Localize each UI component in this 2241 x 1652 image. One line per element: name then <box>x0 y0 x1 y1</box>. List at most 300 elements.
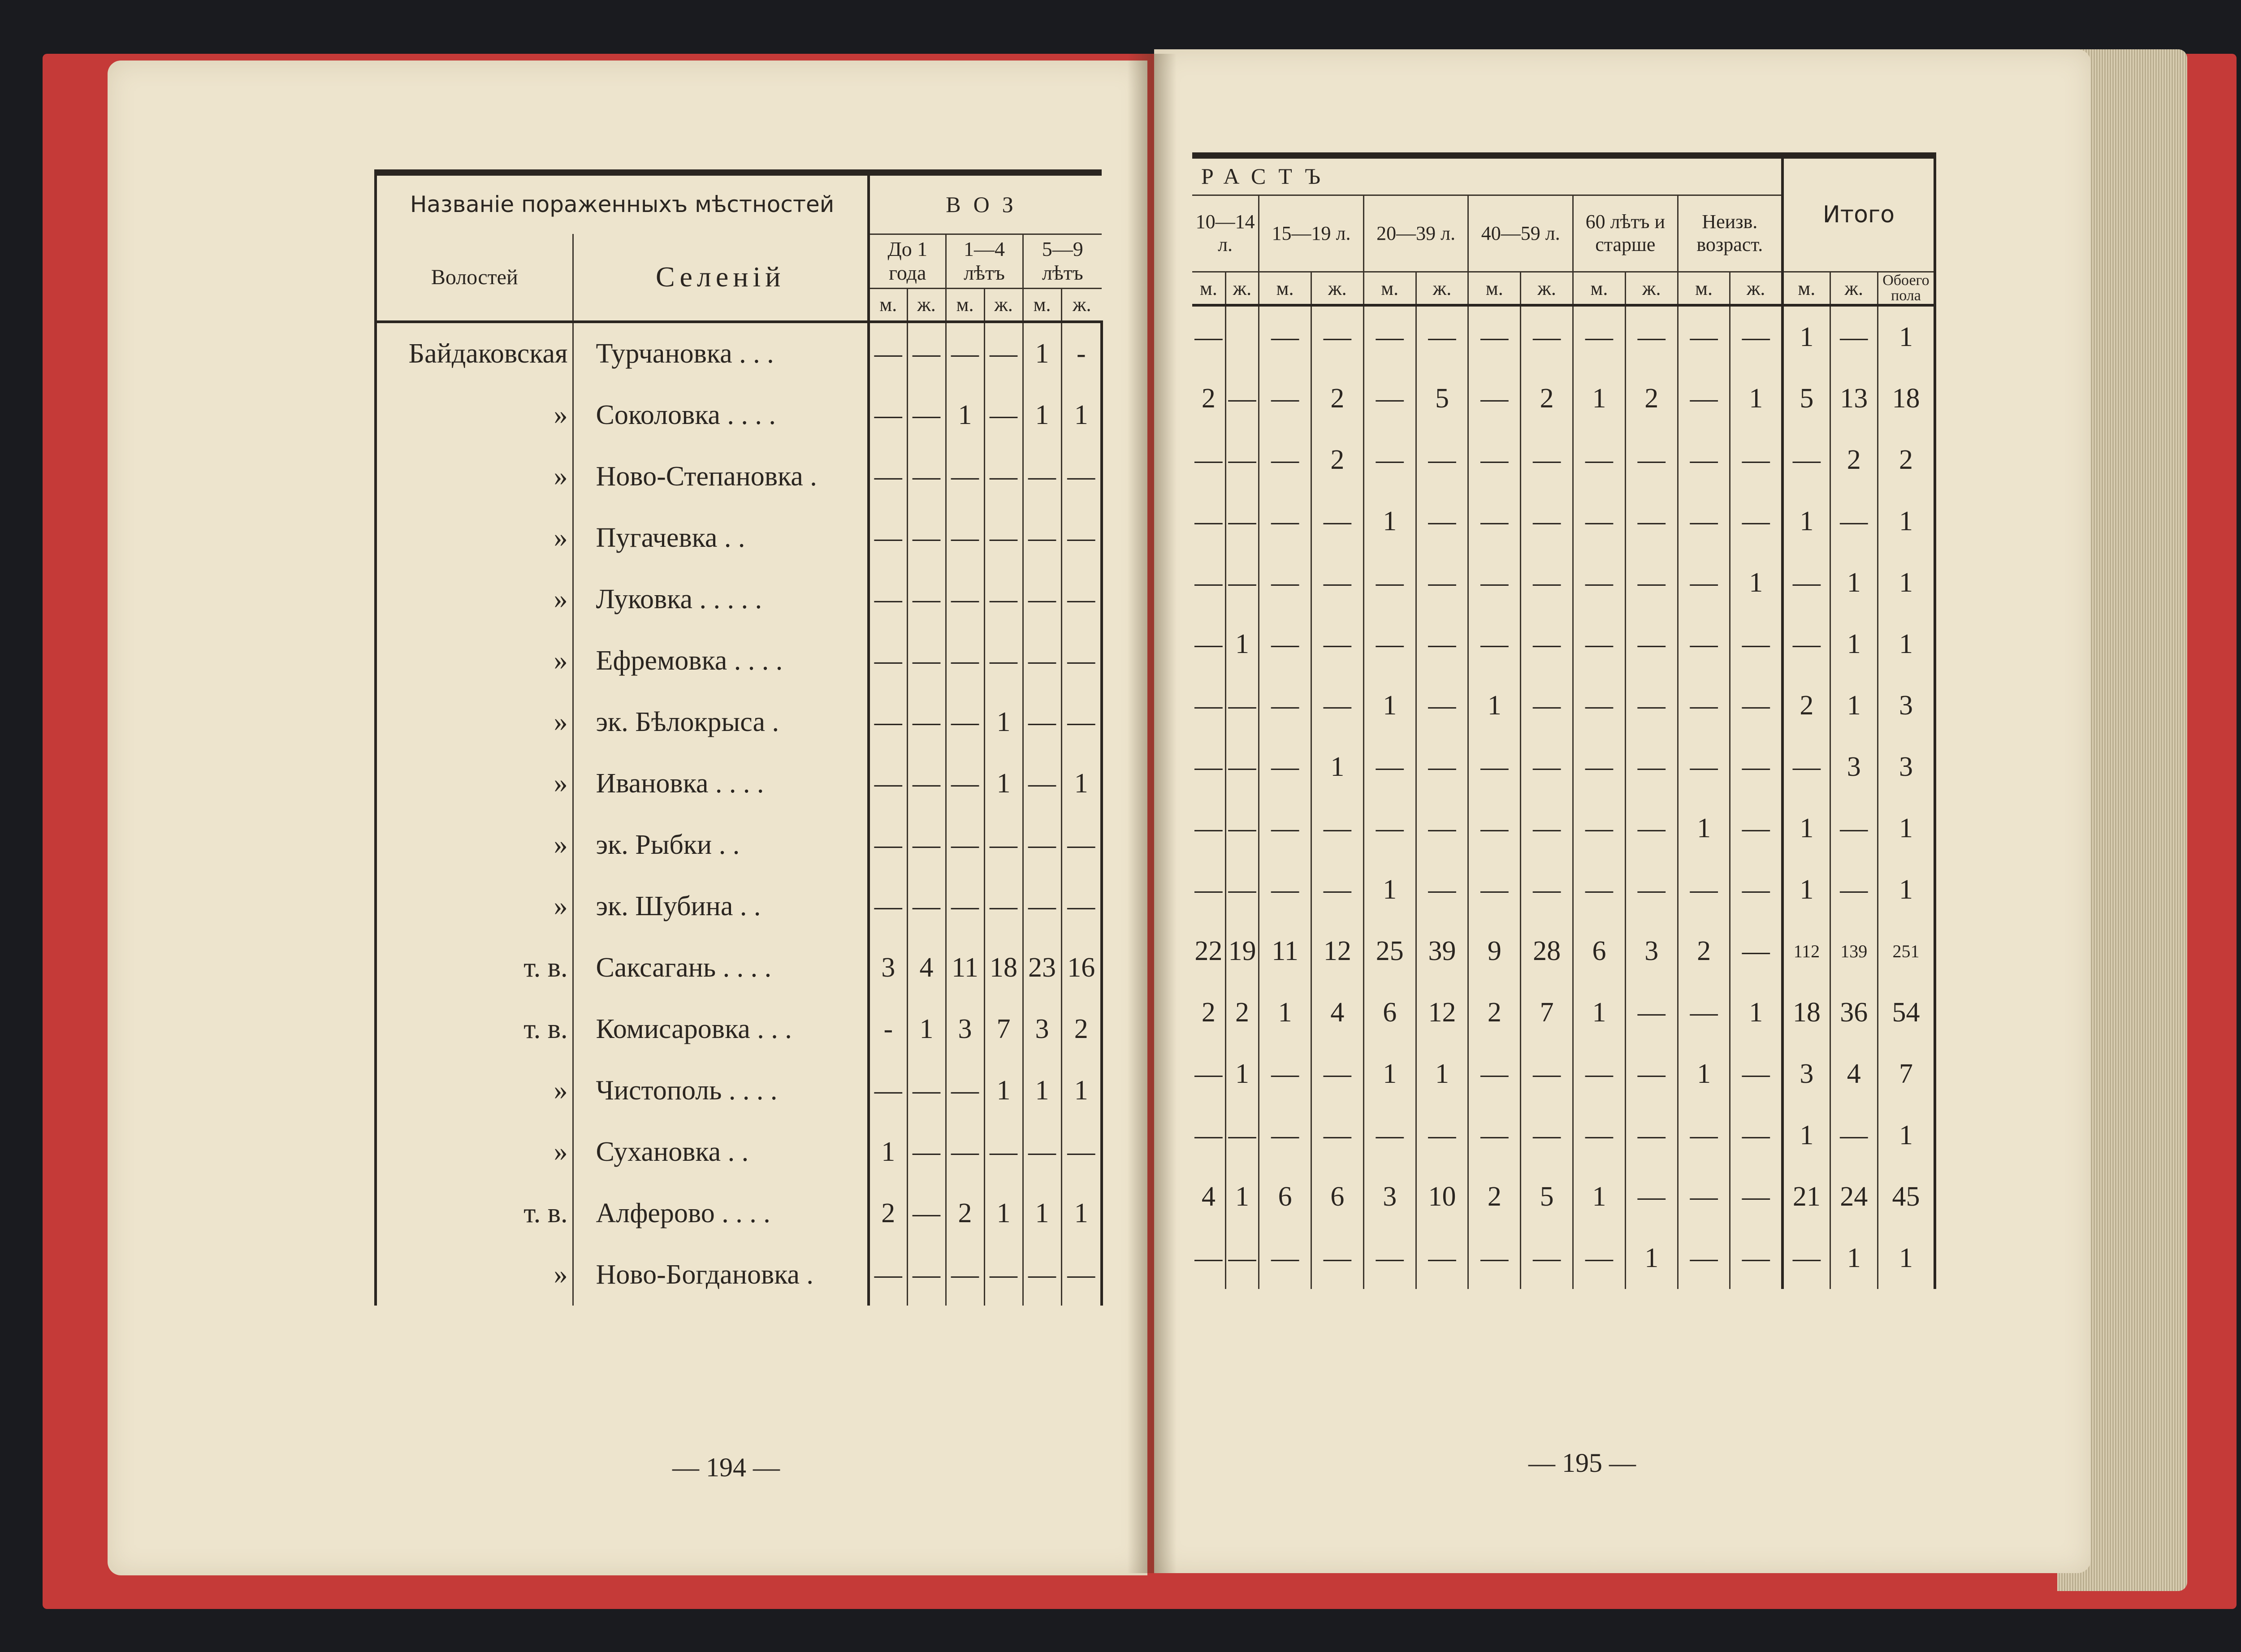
value-cell: — <box>1061 1121 1102 1183</box>
value-cell: — <box>1416 1105 1468 1166</box>
age-2: 5—9 лѣтъ <box>1023 234 1102 288</box>
value-cell: — <box>907 876 946 937</box>
value-cell: — <box>1573 859 1626 921</box>
value-cell: 1 <box>1573 368 1626 429</box>
value-cell: — <box>1194 1120 1223 1150</box>
value-cell: 1 <box>1416 1043 1468 1105</box>
value-cell: 10 <box>1416 1166 1468 1228</box>
value-cell: — <box>1061 692 1102 753</box>
value-cell: 1 <box>946 385 984 446</box>
sex-m: м. <box>1678 272 1730 306</box>
value-cell: 1 <box>1573 982 1626 1043</box>
sex-m: м. <box>1259 272 1311 306</box>
value-cell: — <box>1023 446 1061 507</box>
total-cell: 1 <box>1878 552 1935 614</box>
value-cell: — <box>1225 552 1259 614</box>
value-cell: — <box>1194 874 1223 905</box>
table-row <box>1192 552 1935 614</box>
total-cell: 21 <box>1782 1166 1830 1228</box>
value-cell: — <box>1416 491 1468 552</box>
value-cell: — <box>1363 736 1416 798</box>
value-cell: — <box>1416 552 1468 614</box>
value-cell <box>1225 305 1259 368</box>
value-cell: 1 <box>1363 675 1416 736</box>
book-gutter <box>1127 54 1177 1573</box>
village-cell: Чистополь . . . . <box>573 1060 869 1121</box>
value-cell: — <box>1363 429 1416 491</box>
value-cell: — <box>946 692 984 753</box>
value-cell: — <box>1468 1228 1521 1289</box>
table-row <box>376 569 1102 630</box>
village-cell: Ново-Степановка . <box>573 446 869 507</box>
value-cell: 6 <box>1573 921 1626 982</box>
value-cell: — <box>1061 507 1102 569</box>
total-cell: 1 <box>1878 305 1935 368</box>
table-row <box>1192 1166 1935 1228</box>
value-cell: — <box>1311 675 1363 736</box>
value-cell: 3 <box>1625 921 1678 982</box>
value-cell: — <box>1194 445 1223 475</box>
value-cell: — <box>946 753 984 814</box>
sel-label: Селеній <box>573 234 869 322</box>
total-cell: 1 <box>1830 675 1878 736</box>
value-cell: — <box>1573 798 1626 859</box>
value-cell: — <box>1521 1043 1573 1105</box>
value-cell: — <box>1225 798 1259 859</box>
value-cell: 1 <box>1363 491 1416 552</box>
value-cell: 6 <box>1259 1166 1311 1228</box>
value-cell: 1 <box>1061 753 1102 814</box>
value-cell: — <box>1468 798 1521 859</box>
value-cell: 39 <box>1416 921 1468 982</box>
value-cell: — <box>1023 876 1061 937</box>
value-cell: 1 <box>1259 982 1311 1043</box>
value-cell: — <box>1625 1105 1678 1166</box>
total-cell: 1 <box>1782 859 1830 921</box>
value-cell: — <box>869 814 907 876</box>
value-cell: 1 <box>869 1121 907 1183</box>
volost-cell: » <box>376 1244 573 1306</box>
value-cell: — <box>1573 1228 1626 1289</box>
value-cell: 1 <box>984 1060 1023 1121</box>
left-table <box>374 169 1103 1306</box>
value-cell: 1 <box>984 753 1023 814</box>
value-cell: — <box>1416 305 1468 368</box>
table-row <box>1192 368 1935 429</box>
volost-cell: » <box>376 507 573 569</box>
value-cell: — <box>1259 552 1311 614</box>
value-cell: — <box>946 1244 984 1306</box>
sex-m: м. <box>946 288 984 322</box>
value-cell: — <box>1225 859 1259 921</box>
value-cell: — <box>1521 859 1573 921</box>
value-cell: — <box>1468 368 1521 429</box>
table-row <box>1192 675 1935 736</box>
value-cell: — <box>1023 1121 1061 1183</box>
value-cell: — <box>1416 736 1468 798</box>
volost-cell: » <box>376 385 573 446</box>
total-cell: — <box>1782 552 1830 614</box>
value-cell: — <box>1730 1105 1782 1166</box>
value-cell: — <box>1625 614 1678 675</box>
total-cell: 3 <box>1878 675 1935 736</box>
value-cell: — <box>907 630 946 692</box>
volost-cell: » <box>376 569 573 630</box>
value-cell: — <box>1061 446 1102 507</box>
value-cell: — <box>907 692 946 753</box>
value-cell: — <box>1259 305 1311 368</box>
sex-zh: ж. <box>1416 272 1468 306</box>
village-cell: Луковка . . . . . <box>573 569 869 630</box>
total-cell: 4 <box>1830 1043 1878 1105</box>
value-cell: — <box>1225 368 1259 429</box>
value-cell: — <box>984 1244 1023 1306</box>
village-cell: Ефремовка . . . . <box>573 630 869 692</box>
table-row <box>376 692 1102 753</box>
sex-zh: ж. <box>984 288 1023 322</box>
sex-zh: ж. <box>1521 272 1573 306</box>
value-cell: — <box>1416 798 1468 859</box>
value-cell: — <box>1521 675 1573 736</box>
table-row <box>376 876 1102 937</box>
value-cell: — <box>1259 798 1311 859</box>
value-cell: — <box>1468 1043 1521 1105</box>
value-cell: 3 <box>1363 1166 1416 1228</box>
value-cell: — <box>1468 491 1521 552</box>
total-cell: 13 <box>1830 368 1878 429</box>
value-cell: — <box>1061 1244 1102 1306</box>
value-cell: 1 <box>1023 322 1061 385</box>
village-cell: Алферово . . . . <box>573 1183 869 1244</box>
value-cell: — <box>1416 614 1468 675</box>
itogo-heading: Итого <box>1782 156 1935 272</box>
table-row <box>376 630 1102 692</box>
value-cell: 3 <box>946 999 984 1060</box>
table-row <box>1192 798 1935 859</box>
value-cell: 1 <box>907 999 946 1060</box>
value-cell: 22 <box>1194 936 1223 966</box>
value-cell: — <box>907 507 946 569</box>
value-cell: 1 <box>1023 1183 1061 1244</box>
value-cell: — <box>946 1121 984 1183</box>
total-cell: 139 <box>1830 921 1878 982</box>
table-row <box>376 937 1102 999</box>
volost-cell: » <box>376 753 573 814</box>
value-cell: — <box>1625 798 1678 859</box>
value-cell: — <box>1573 675 1626 736</box>
table-row <box>376 753 1102 814</box>
value-cell: — <box>1625 491 1678 552</box>
value-cell: — <box>1678 368 1730 429</box>
value-cell: 1 <box>1061 1183 1102 1244</box>
value-cell: — <box>1311 1043 1363 1105</box>
table-row <box>1192 1105 1935 1166</box>
value-cell: — <box>1730 491 1782 552</box>
sex-m: м. <box>1192 272 1225 306</box>
value-cell: — <box>1468 429 1521 491</box>
table-row <box>376 1060 1102 1121</box>
volost-cell: » <box>376 692 573 753</box>
village-cell: эк. Бѣлокрыса . <box>573 692 869 753</box>
value-cell: — <box>1573 552 1626 614</box>
value-cell: 2 <box>1468 982 1521 1043</box>
sex-m: м. <box>1573 272 1626 306</box>
value-cell: — <box>1225 491 1259 552</box>
value-cell: 2 <box>1061 999 1102 1060</box>
value-cell: — <box>1225 736 1259 798</box>
total-cell: 2 <box>1878 429 1935 491</box>
table-row <box>1192 859 1935 921</box>
total-cell: — <box>1782 1228 1830 1289</box>
value-cell: — <box>907 446 946 507</box>
value-cell: 1 <box>1678 1043 1730 1105</box>
value-cell: 1 <box>1625 1228 1678 1289</box>
value-cell: — <box>1678 736 1730 798</box>
volost-cell: т. в. <box>376 999 573 1060</box>
total-cell: 2 <box>1782 675 1830 736</box>
value-cell: — <box>1468 614 1521 675</box>
table-row <box>376 999 1102 1060</box>
value-cell: — <box>907 1183 946 1244</box>
age-40-59: 40—59 л. <box>1468 195 1573 272</box>
value-cell: — <box>984 814 1023 876</box>
village-cell: Комисаровка . . . <box>573 999 869 1060</box>
value-cell: — <box>1311 798 1363 859</box>
value-cell: — <box>984 385 1023 446</box>
value-cell: 18 <box>984 937 1023 999</box>
table-row <box>376 814 1102 876</box>
value-cell: — <box>1625 552 1678 614</box>
value-cell: — <box>869 569 907 630</box>
value-cell: — <box>1573 429 1626 491</box>
total-cell: — <box>1830 491 1878 552</box>
right-page-number: — 195 — <box>1528 1448 1636 1478</box>
value-cell: — <box>1730 305 1782 368</box>
value-cell: — <box>1678 491 1730 552</box>
volost-cell: » <box>376 814 573 876</box>
value-cell: — <box>869 753 907 814</box>
value-cell: — <box>946 507 984 569</box>
value-cell: — <box>1625 982 1678 1043</box>
value-cell: — <box>907 814 946 876</box>
value-cell: — <box>1225 1228 1259 1289</box>
value-cell: — <box>1730 614 1782 675</box>
value-cell: — <box>1416 429 1468 491</box>
value-cell: — <box>907 385 946 446</box>
value-cell: — <box>984 1121 1023 1183</box>
value-cell: — <box>946 569 984 630</box>
value-cell: — <box>1678 305 1730 368</box>
value-cell: 1 <box>1225 1166 1259 1228</box>
table-row <box>376 446 1102 507</box>
value-cell: — <box>1023 692 1061 753</box>
value-cell: 2 <box>1678 921 1730 982</box>
total-cell: 7 <box>1878 1043 1935 1105</box>
value-cell: 4 <box>907 937 946 999</box>
value-cell: — <box>1678 859 1730 921</box>
value-cell: — <box>1023 1244 1061 1306</box>
value-cell: 2 <box>1201 383 1216 414</box>
value-cell: 7 <box>984 999 1023 1060</box>
value-cell: — <box>1521 429 1573 491</box>
value-cell: — <box>869 1060 907 1121</box>
value-cell: — <box>1678 982 1730 1043</box>
value-cell: — <box>1363 552 1416 614</box>
value-cell: — <box>869 876 907 937</box>
total-cell: — <box>1782 736 1830 798</box>
table-row <box>1192 429 1935 491</box>
value-cell: — <box>1416 675 1468 736</box>
table-row <box>376 1121 1102 1183</box>
total-cell: 5 <box>1782 368 1830 429</box>
value-cell: — <box>1521 552 1573 614</box>
value-cell: — <box>869 507 907 569</box>
table-row <box>1192 982 1935 1043</box>
value-cell: 3 <box>869 937 907 999</box>
value-cell: 9 <box>1468 921 1521 982</box>
total-cell: 18 <box>1878 368 1935 429</box>
value-cell: 5 <box>1521 1166 1573 1228</box>
value-cell: — <box>1194 1243 1223 1273</box>
table-row <box>376 507 1102 569</box>
total-cell: 251 <box>1878 921 1935 982</box>
value-cell: — <box>1573 736 1626 798</box>
value-cell: — <box>1259 491 1311 552</box>
village-cell: Турчановка . . . <box>573 322 869 385</box>
volost-cell: » <box>376 446 573 507</box>
value-cell: — <box>1194 752 1223 782</box>
value-cell: — <box>869 446 907 507</box>
value-cell: — <box>1625 736 1678 798</box>
volost-cell: т. в. <box>376 1183 573 1244</box>
value-cell: — <box>1311 552 1363 614</box>
value-cell: — <box>1061 814 1102 876</box>
value-cell: — <box>1521 1228 1573 1289</box>
total-cell: 54 <box>1878 982 1935 1043</box>
value-cell: 1 <box>1730 982 1782 1043</box>
value-cell: — <box>1468 859 1521 921</box>
total-cell: — <box>1782 429 1830 491</box>
total-cell: — <box>1830 1105 1878 1166</box>
value-cell: — <box>1730 859 1782 921</box>
value-cell: — <box>1678 1166 1730 1228</box>
value-cell: 1 <box>1023 385 1061 446</box>
voz-heading: ВОЗ <box>869 173 1102 234</box>
value-cell: — <box>1311 614 1363 675</box>
both-sexes: Обоего пола <box>1878 272 1935 306</box>
age-20-39: 20—39 л. <box>1363 195 1468 272</box>
value-cell: - <box>869 999 907 1060</box>
value-cell: 25 <box>1363 921 1416 982</box>
total-cell: 1 <box>1782 798 1830 859</box>
sex-m: м. <box>1468 272 1521 306</box>
value-cell: — <box>1678 552 1730 614</box>
total-cell: — <box>1782 614 1830 675</box>
vol-label: Волостей <box>376 234 573 322</box>
table-row <box>376 1244 1102 1306</box>
value-cell: — <box>1468 305 1521 368</box>
total-cell: — <box>1830 305 1878 368</box>
age-60: 60 лѣтъ и старше <box>1573 195 1678 272</box>
value-cell: — <box>1521 491 1573 552</box>
value-cell: — <box>1625 429 1678 491</box>
total-cell: 1 <box>1878 1105 1935 1166</box>
value-cell: — <box>1311 305 1363 368</box>
value-cell: — <box>1225 675 1259 736</box>
value-cell: 12 <box>1416 982 1468 1043</box>
left-title: Названіе пораженныхъ мѣстностей <box>376 173 869 234</box>
value-cell: — <box>946 446 984 507</box>
value-cell: — <box>984 446 1023 507</box>
table-row <box>376 322 1102 385</box>
volost-cell: т. в. <box>376 937 573 999</box>
total-cell: 2 <box>1830 429 1878 491</box>
table-row <box>1192 736 1935 798</box>
value-cell: 16 <box>1061 937 1102 999</box>
value-cell: — <box>1521 1105 1573 1166</box>
value-cell: — <box>1194 1059 1223 1089</box>
value-cell: 1 <box>1061 385 1102 446</box>
value-cell: — <box>1730 1166 1782 1228</box>
age-10-14: 10—14 л. <box>1195 211 1255 255</box>
value-cell: 3 <box>1023 999 1061 1060</box>
value-cell: — <box>1023 630 1061 692</box>
value-cell: 2 <box>946 1183 984 1244</box>
value-cell: — <box>1521 798 1573 859</box>
value-cell: 1 <box>1311 736 1363 798</box>
value-cell: — <box>1730 736 1782 798</box>
village-cell: эк. Рыбки . . <box>573 814 869 876</box>
total-cell: 1 <box>1830 552 1878 614</box>
total-cell: 1 <box>1782 1105 1830 1166</box>
value-cell: — <box>1194 567 1223 598</box>
value-cell: — <box>984 322 1023 385</box>
value-cell: — <box>1194 813 1223 843</box>
value-cell: 4 <box>1201 1181 1216 1212</box>
value-cell: — <box>1259 429 1311 491</box>
value-cell: — <box>1521 614 1573 675</box>
table-row <box>376 1183 1102 1244</box>
value-cell: — <box>1194 322 1223 352</box>
total-cell: 3 <box>1878 736 1935 798</box>
value-cell: — <box>1311 859 1363 921</box>
value-cell: — <box>1730 798 1782 859</box>
sex-zh: ж. <box>907 288 946 322</box>
value-cell: 11 <box>1259 921 1311 982</box>
total-cell: 1 <box>1830 614 1878 675</box>
sex-m: м. <box>869 288 907 322</box>
value-cell: — <box>1259 1043 1311 1105</box>
table-row <box>1192 491 1935 552</box>
value-cell: — <box>1573 1043 1626 1105</box>
value-cell: 1 <box>1468 675 1521 736</box>
village-cell: Ново-Богдановка . <box>573 1244 869 1306</box>
value-cell: — <box>1363 305 1416 368</box>
value-cell: 12 <box>1311 921 1363 982</box>
village-cell: эк. Шубина . . <box>573 876 869 937</box>
value-cell: 2 <box>1225 982 1259 1043</box>
value-cell: — <box>1521 305 1573 368</box>
value-cell: — <box>984 507 1023 569</box>
value-cell: — <box>907 1060 946 1121</box>
value-cell: 2 <box>1201 997 1216 1028</box>
value-cell: — <box>1311 1228 1363 1289</box>
sex-m: м. <box>1363 272 1416 306</box>
value-cell: 1 <box>984 692 1023 753</box>
value-cell: — <box>1259 675 1311 736</box>
value-cell: — <box>1259 614 1311 675</box>
value-cell: 1 <box>1678 798 1730 859</box>
